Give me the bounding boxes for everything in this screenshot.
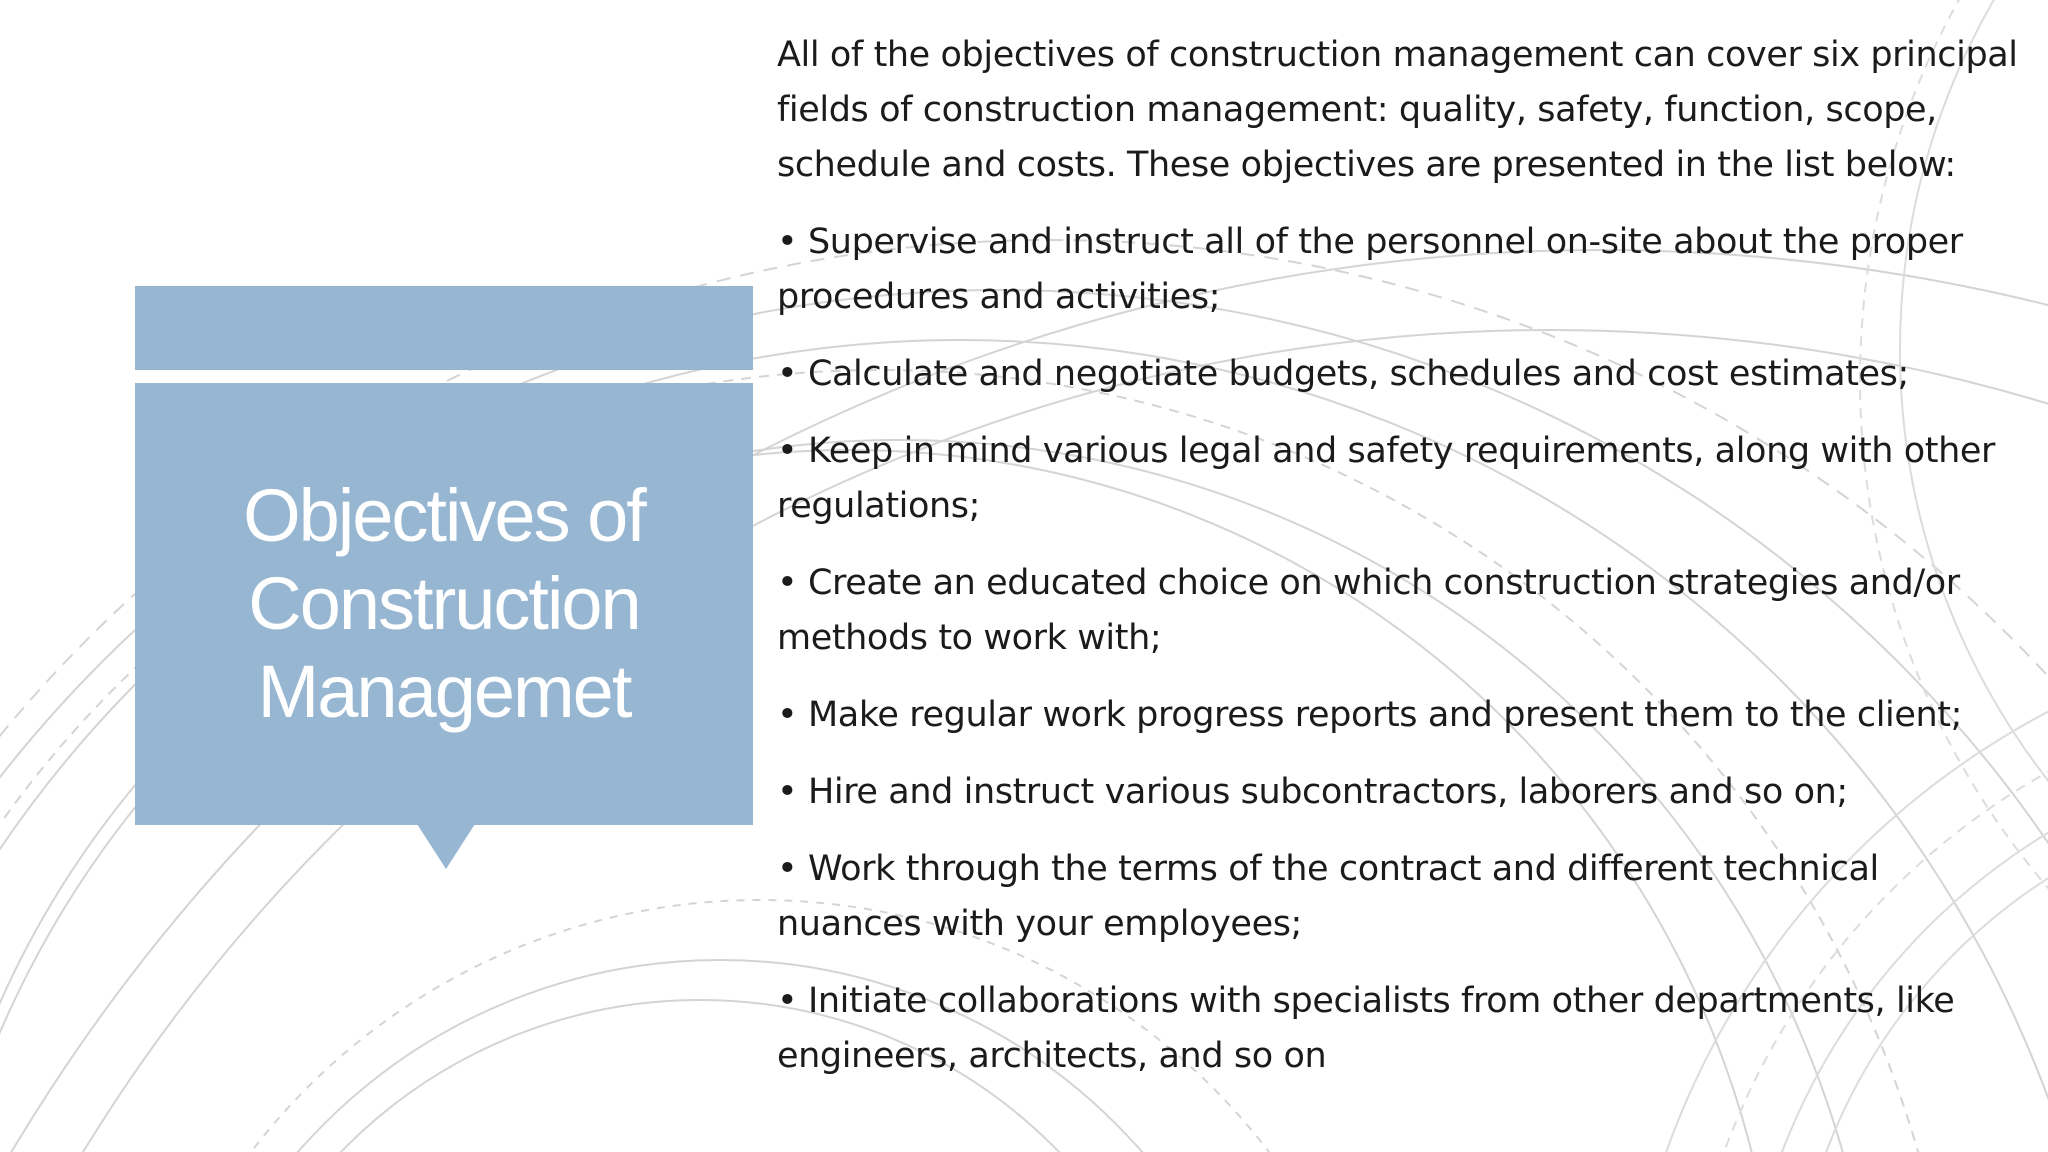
bullet-item: • Initiate collaborations with specialists from other departments, like engineers, architects, and so on bbox=[777, 981, 1955, 1076]
bullet-item: • Hire and instruct various subcontractors, laborers and so on; bbox=[777, 772, 1848, 812]
slide-title-line: Objectives of bbox=[243, 474, 645, 557]
intro-paragraph: All of the objectives of construction management can cover six principal fields of construction management: quality, safety, function, scope, schedule and costs. These objectives are presented in the list below: bbox=[777, 35, 2018, 185]
slide-title bbox=[164, 472, 724, 736]
slide-title-line: Managemet bbox=[257, 650, 631, 733]
callout-pointer bbox=[417, 824, 475, 869]
bullet-item: • Calculate and negotiate budgets, schedules and cost estimates; bbox=[777, 354, 1909, 394]
slide-title-line: Construction bbox=[248, 562, 640, 645]
bullet-item: • Supervise and instruct all of the personnel on-site about the proper procedures and activities; bbox=[777, 222, 1963, 317]
body-text bbox=[777, 28, 2032, 1106]
bullet-item: • Make regular work progress reports and present them to the client; bbox=[777, 695, 1962, 735]
title-callout-box bbox=[135, 383, 753, 825]
bullet-item: • Work through the terms of the contract and different technical nuances with your employees; bbox=[777, 849, 1879, 944]
title-accent-bar bbox=[135, 286, 753, 370]
bullet-item: • Keep in mind various legal and safety requirements, along with other regulations; bbox=[777, 431, 1996, 526]
bullet-item: • Create an educated choice on which construction strategies and/or methods to work with; bbox=[777, 563, 1960, 658]
